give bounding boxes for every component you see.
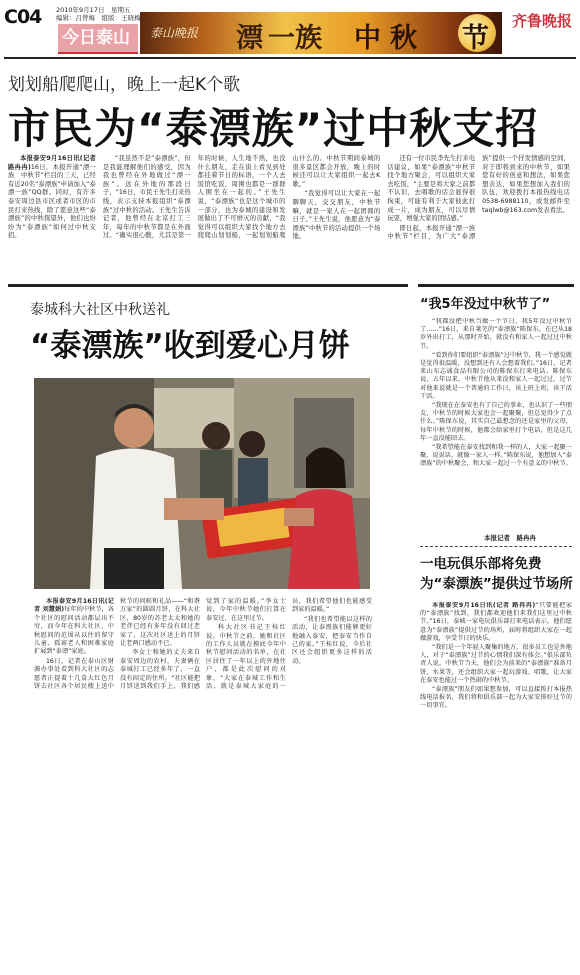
header-rule (4, 57, 576, 59)
sidebar1-body (420, 318, 572, 524)
section-banner (140, 12, 502, 54)
story1-paragraph: “我觉得可以让大家在一起聊聊天，交交朋友，中秋节嘛，就是一家人在一起团圆的日子。”王先生说，他愿意为“泰漂族”中秋节的活动提供一个场地。 (292, 190, 381, 241)
story2-paragraph: 李女士和她的丈夫来自泰安周边的农村，夫妻俩在泰城打工已经多年了，一直没有固定的住所。“社区能把月饼送到我们手上，我们感觉到了家的温暖。”李女士说，今年中秋节她们打算在泰安过，在这里过节。 (120, 598, 286, 691)
sidebar1-paragraph: “我希望能在泰安找到和我一样的人，大家一起聚一聚，说说话，就像一家人一样。”陈保东说，他想加入“泰漂族”的中秋聚会，和大家一起过一个有意义的中秋节。 (420, 444, 572, 468)
sidebar1-title: “我5年没过中秋节了” (420, 297, 551, 312)
story2-paragraph: 16日，记者在泰山区财源办事处看到科大社区的志愿者正提着十几盒大红色月饼去社区各个居民楼上送中秋节的问候和礼品——“和谐万家”的圆圆月饼，在科大社区，80岁的苏老太太和她的老伴已经有多年没有回过老家了，这次社区送上的月饼让老两口感动不已。 (34, 598, 200, 691)
sidebar1-byline: 本报记者 路冉冉 (484, 534, 536, 542)
sidebar1-rule (418, 284, 574, 287)
story1-byline: 本报泰安9月16日讯(记者 路冉冉) (8, 155, 96, 171)
sidebar2-byline: 本报泰安9月16日讯(记者 路冉冉) (432, 602, 536, 609)
sidebar2-paragraph: “泰漂族”朋友们如果想参加，可以直接拨打本报热线电话报名，我们将和俱乐部一起为大家安排好过节的一切事宜。 (420, 686, 572, 710)
sidebar2-title-line: 为“泰漂族”提供过节场所 (420, 576, 573, 592)
news-photo (34, 378, 370, 589)
story1-paragraph: “我虽然不是“泰漂族”，但是我能理解他们的感受，因为我也曾经在外地做过“漂一族”。远在外地的那段日子，“16日，市民王先生打来热线，表示支持本报组织“泰漂族”过中秋的活动。王先生告诉记者，他曾经在北京打工三年，每年的中秋节都是在外面过。“确实很心酸，尤其是第一年的时候，人生地不熟，也没什么朋友，走在街上看见到处都挂着节日的标语，一个人去饭馆吃饭，周围也都是一群群人围坐在一起的。”王先生说，“泰漂族”也是这个城市的一部分，也为泰城的建设和发展做出了不可磨灭的贡献，“我觉得可以组织大家找个地方去爬爬山划划船，一起划划船爬山什么的。中秋节期间泰城的很多景区都会开放，晚上的时候还可以让大家组织一起去K歌。” (102, 155, 381, 240)
story2-byline: 本报泰安9月16日讯(记者 刘慧娟) (34, 598, 114, 614)
banner-tagline: 泰山晚报 (150, 26, 199, 40)
sidebar1-paragraph: “看到你们要组织“泰漂族”过中秋节，我一个感觉就是觉得很温暖，没想到还有人会想着我们。”16日，记者来山东志诚食品有限公司的陈保东打来电话。陈保东说，五年以来，中秋节他从来没和家人一起过过，过节对他来说就是一个普通的工作日，该上班上班，该干活干活。 (420, 351, 572, 400)
sidebar1-paragraph: “我现在在泰安也有了自己的事业，也认识了一些朋友，中秋节的时候大家也会一起聚聚，但总觉得少了点什么。”陈保东说，其实自己最想念的还是家里的父母，每年中秋节的时候，他都会给家里打个电话，但是这几年一直没能回去。 (420, 402, 572, 442)
page-number: C04 (4, 6, 42, 28)
story1-paragraph: 即日起，本报开通“漂一族 中秋节”栏目，为广大“泰漂族”提供一个抒发情感的空间，对于即将到来的中秋节，如果您有好的创意和想法，如果您想表达，如果您想加入我们的队伍，欢迎拨打本报热线电话0538-6988110，或发邮件至taqlwb@163.com发表看法。 (387, 155, 570, 241)
banner-word: 中 (354, 23, 381, 54)
story2-kicker: 泰城科大社区中秋送礼 (30, 302, 170, 318)
story1-headline: 市民为“泰漂族”过中秋支招 (8, 104, 539, 153)
sidebar1-paragraph: “我都没把中秋当做一个节日，我5年没过中秋节了……”16日，来自莱芜的“泰漂族”陈保东，在已从18岁外出打工，从那时开始，就没有和家人一起过过中秋节。 (420, 318, 572, 350)
sidebar2-title (420, 554, 573, 594)
banner-word: 节 (462, 23, 489, 54)
banner-word: 秋 (390, 23, 417, 54)
banner-word: 一族 (268, 23, 322, 54)
story2-paragraph: 本报泰安9月16日讯(记者 刘慧娟)每年的中秋节，各个社区的慰问活动都层出不穷，而今年在科大社区，中秋慰问的范围从以往的留守儿童、孤寡老人和困难家庭扩展到“泰漂”家庭。 (34, 598, 115, 656)
story2-headline: “泰漂族”收到爱心月饼 (30, 328, 350, 364)
issue-editor: 编辑：吕曾梅 组版：王晓梅 (56, 14, 141, 22)
masthead-logo: 齐鲁晚报 (512, 12, 573, 30)
issue-meta (56, 6, 141, 22)
story2-paragraph: “我们也希望能以这样的活动，让泰漂族们能够更好地融入泰安，把泰安当作自己的家。”王桂红说，今后社区还会组织更多这样的活动。 (292, 615, 372, 665)
story1-paragraph: 还有一位市民李先生打来电话建议，如果“泰漂族”中秋节找个地方聚会，可以组织大家去吃饭，“主要是将大家之前都不认识，去唱歌的话会显得很拘束，可能有利于大家彼此打成一片，成为朋友，可以尽情玩耍，增强大家的团结感。” (387, 155, 476, 223)
sidebar2-paragraph: “我们是一个年轻人聚集的地方，很多员工也是外地人，对于“泰漂族”过节的心情我们深有体会。”俱乐部负责人说，中秋节当天，他们会为前来的“泰漂族”准备月饼、水果等，还会组织大家一起玩游戏、唱歌，让大家在泰安也能过一个热闹的中秋节。 (420, 644, 572, 684)
banner-word: 漂 (236, 23, 263, 54)
sidebar2-paragraph: 本报泰安9月16日讯(记者 路冉冉)“只要能把家的“泰漂族”找到，我们都欢迎他们来我们这里过中秋节。”16日，泰城一家电玩俱乐部打来电话表示，他们愿意为“泰漂族”提供过节的场所，届时将组织大家在一起做游戏，享受节日的快乐。 (420, 602, 572, 642)
sidebar2-title-line: 一电玩俱乐部将免费 (420, 556, 542, 572)
section-tab: 今日泰山 (58, 24, 138, 54)
story2-body (34, 598, 372, 764)
issue-date: 2010年9月17日 星期五 (56, 6, 131, 14)
sidebar2-body (420, 602, 572, 762)
story1-kicker: 划划船爬爬山，晚上一起K个歌 (8, 75, 241, 95)
story1-body (8, 155, 570, 270)
story2-rule (8, 284, 408, 287)
photo-illustration (34, 378, 370, 589)
sidebar-divider (420, 546, 572, 547)
story1-paragraph: 本报泰安9月16日讯(记者 路冉冉)16日，本报开通“漂一族 中秋节”栏目的三天，已经有近20名“泰漂族”申请加入“泰漂一族”QQ群。同时，有许多泰安周边县市区或者市区的市民打来热线，除了愿意这些“泰漂族”的中秋探望外，他们也纷纷为“泰漂族”如何过中秋支招。 (8, 155, 96, 240)
story2-paragraph: 科大社区书记王桂红说，中秋节之前，她和社区的工作人员就在摸底今年中秋节慰问活动的名单，在社区居住了一年以上的外地住户，都是此次慰问的对象，“大家在泰城工作和生活，就是泰城大家庭的一员，我们希望他们也能感受到家的温暖。” (206, 598, 372, 691)
